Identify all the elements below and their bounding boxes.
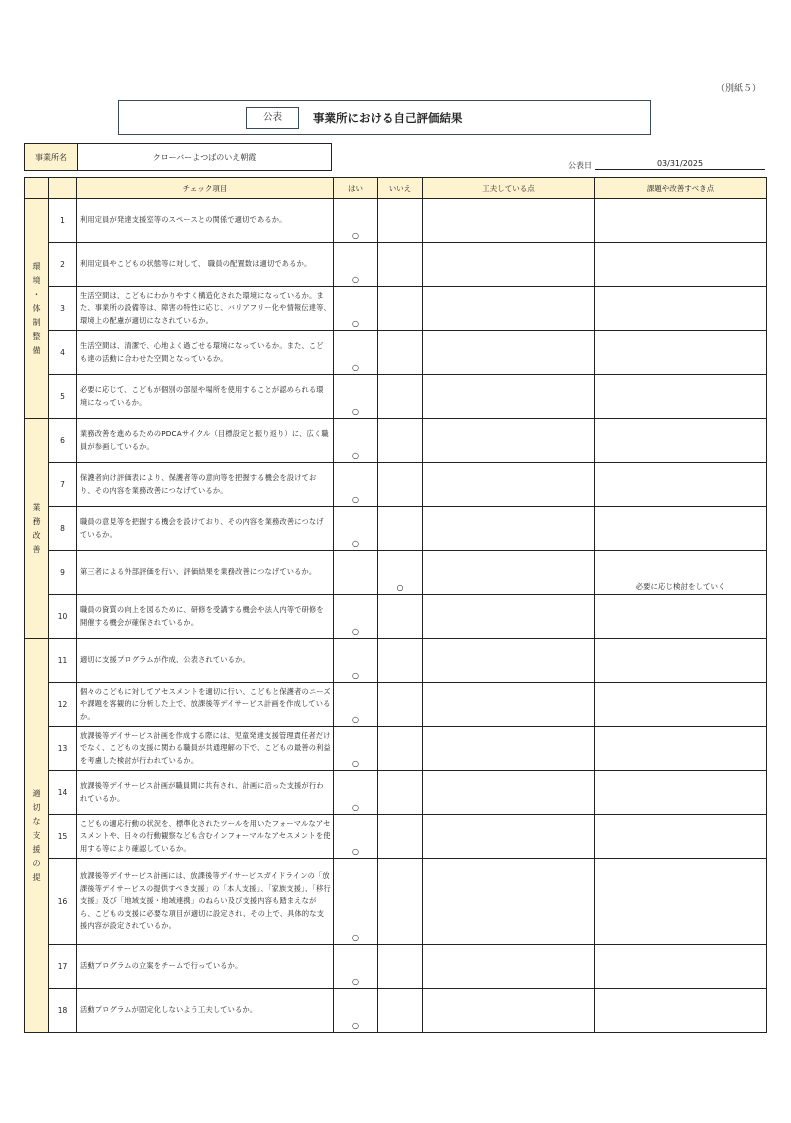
check-item-text: 生活空間は、こどもにわかりやすく構造化された環境になっているか。また、事業所の設備等は、障害の特性に応じ、バリアフリー化や情報伝達等、環境上の配慮が適切になされているか。 xyxy=(77,287,334,331)
answer-no-cell[interactable] xyxy=(378,551,423,595)
effort-cell[interactable] xyxy=(423,683,595,727)
check-item-text: 放課後等デイサービス計画が職員間に共有され、計画に沿った支援が行われているか。 xyxy=(77,771,334,815)
check-item-text: 活動プログラムが固定化しないよう工夫しているか。 xyxy=(77,989,334,1033)
table-row xyxy=(25,595,767,639)
answer-no-cell[interactable] xyxy=(378,243,423,287)
page-title: 事業所における自己評価結果 xyxy=(313,111,463,125)
answer-mark: ○ xyxy=(352,715,359,724)
table-row xyxy=(25,419,767,463)
check-item-text: 第三者による外部評価を行い、評価結果を業務改善につなげているか。 xyxy=(77,551,334,595)
facility-label: 事業所名 xyxy=(25,144,78,170)
item-number: 4 xyxy=(49,331,77,375)
effort-cell[interactable] xyxy=(423,639,595,683)
effort-cell[interactable] xyxy=(423,989,595,1033)
improve-cell[interactable] xyxy=(595,859,767,945)
category-label: 適 切 な 支 援 の 提 xyxy=(25,639,49,1033)
improve-cell[interactable] xyxy=(595,375,767,419)
answer-no-cell[interactable] xyxy=(378,287,423,331)
answer-mark: ○ xyxy=(396,583,404,592)
item-number: 13 xyxy=(49,727,77,771)
improve-cell[interactable] xyxy=(595,331,767,375)
improve-cell[interactable] xyxy=(595,989,767,1033)
header-no: いいえ xyxy=(378,178,423,199)
answer-no-cell[interactable] xyxy=(378,945,423,989)
table-header-row xyxy=(25,178,767,199)
item-number: 2 xyxy=(49,243,77,287)
header-category xyxy=(25,178,49,199)
publish-date-label: 公表日 xyxy=(568,161,592,170)
check-item-text: 利用定員やこどもの状態等に対して、 職員の配置数は適切であるか。 xyxy=(77,243,334,287)
table-row xyxy=(25,639,767,683)
answer-yes-cell[interactable] xyxy=(334,945,378,989)
header-number xyxy=(49,178,77,199)
check-item-text: 職員の資質の向上を図るために、研修を受講する機会や法人内等で研修を開催する機会が確保されているか。 xyxy=(77,595,334,639)
effort-cell[interactable] xyxy=(423,551,595,595)
answer-no-cell[interactable] xyxy=(378,375,423,419)
answer-yes-cell[interactable] xyxy=(334,287,378,331)
answer-no-cell[interactable] xyxy=(378,419,423,463)
self-evaluation-table xyxy=(24,177,767,1033)
answer-mark: ○ xyxy=(352,803,359,812)
improve-cell[interactable] xyxy=(595,639,767,683)
item-number: 6 xyxy=(49,419,77,463)
answer-yes-cell[interactable] xyxy=(334,771,378,815)
improve-cell[interactable] xyxy=(595,945,767,989)
answer-no-cell[interactable] xyxy=(378,463,423,507)
answer-yes-cell[interactable] xyxy=(334,727,378,771)
answer-mark: ○ xyxy=(352,847,359,856)
answer-yes-cell[interactable] xyxy=(334,639,378,683)
improve-cell[interactable] xyxy=(595,815,767,859)
effort-cell[interactable] xyxy=(423,199,595,243)
check-item-text: 必要に応じて、こどもが個別の部屋や場所を使用することが認められる環境になっているか。 xyxy=(77,375,334,419)
improve-cell[interactable] xyxy=(595,595,767,639)
answer-mark: ○ xyxy=(352,539,359,548)
item-number: 3 xyxy=(49,287,77,331)
effort-cell[interactable] xyxy=(423,859,595,945)
answer-yes-cell[interactable] xyxy=(334,683,378,727)
item-number: 1 xyxy=(49,199,77,243)
check-item-text: こどもの適応行動の状況を、標準化されたツールを用いたフォーマルなアセスメントや、日々の行動観察なども含むインフォーマルなアセスメントを使用する等により確認しているか。 xyxy=(77,815,334,859)
answer-no-cell[interactable] xyxy=(378,815,423,859)
title-box xyxy=(118,100,651,135)
attachment-label: （別紙５） xyxy=(715,84,761,94)
answer-yes-cell[interactable] xyxy=(334,815,378,859)
answer-no-cell[interactable] xyxy=(378,507,423,551)
improve-cell[interactable] xyxy=(595,419,767,463)
header-improve: 課題や改善すべき点 xyxy=(595,178,767,199)
improve-cell[interactable] xyxy=(595,551,767,595)
table-row xyxy=(25,463,767,507)
page-cut-mask xyxy=(24,1034,48,1044)
check-item-text: 業務改善を進めるためのPDCAサイクル（目標設定と振り返り）に、広く職員が参画しているか。 xyxy=(77,419,334,463)
publish-date-value: 03/31/2025 xyxy=(595,159,765,170)
facility-name: クローバーよつばのいえ朝霞 xyxy=(152,152,257,162)
answer-mark: ○ xyxy=(352,977,359,986)
answer-yes-cell[interactable] xyxy=(334,595,378,639)
item-number: 14 xyxy=(49,771,77,815)
item-number: 7 xyxy=(49,463,77,507)
effort-cell[interactable] xyxy=(423,419,595,463)
item-number: 18 xyxy=(49,989,77,1033)
answer-mark: ○ xyxy=(352,319,359,328)
answer-yes-cell[interactable] xyxy=(334,507,378,551)
item-number: 11 xyxy=(49,639,77,683)
improve-cell[interactable] xyxy=(595,243,767,287)
improve-note: 必要に応じ検討をしていく xyxy=(635,582,726,591)
publication-badge: 公表 xyxy=(246,107,299,129)
table-row xyxy=(25,375,767,419)
answer-yes-cell[interactable] xyxy=(334,243,378,287)
check-item-text: 保護者向け評価表により、保護者等の意向等を把握する機会を設けており、その内容を業務改善につなげているか。 xyxy=(77,463,334,507)
answer-yes-cell[interactable] xyxy=(334,989,378,1033)
category-label: 業 務 改 善 xyxy=(25,419,49,639)
effort-cell[interactable] xyxy=(423,945,595,989)
answer-no-cell[interactable] xyxy=(378,989,423,1033)
item-number: 5 xyxy=(49,375,77,419)
answer-yes-cell[interactable] xyxy=(334,551,378,595)
answer-no-cell[interactable] xyxy=(378,331,423,375)
item-number: 16 xyxy=(49,859,77,945)
table-row xyxy=(25,727,767,771)
effort-cell[interactable] xyxy=(423,463,595,507)
improve-cell[interactable] xyxy=(595,199,767,243)
effort-cell[interactable] xyxy=(423,375,595,419)
effort-cell[interactable] xyxy=(423,507,595,551)
table-row xyxy=(25,507,767,551)
answer-no-cell[interactable] xyxy=(378,859,423,945)
check-item-text: 放課後等デイサービス計画には、放課後等デイサービスガイドラインの「放課後等デイサービスの提供すべき支援」の「本人支援」、「家族支援」、「移行支援」及び「地域支援・地域連携」のねらい及び支援内容も踏まえながら、こどもの支援に必要な項目が適切に設定され、その上で、具体的な支援内容が設定されているか。 xyxy=(77,859,334,945)
improve-cell[interactable] xyxy=(595,771,767,815)
table-row xyxy=(25,683,767,727)
table-row xyxy=(25,945,767,989)
answer-no-cell[interactable] xyxy=(378,639,423,683)
effort-cell[interactable] xyxy=(423,331,595,375)
effort-cell[interactable] xyxy=(423,727,595,771)
table-row xyxy=(25,287,767,331)
table-row xyxy=(25,551,767,595)
table-row xyxy=(25,199,767,243)
improve-cell[interactable] xyxy=(595,727,767,771)
header-check-item: チェック項目 xyxy=(77,178,334,199)
improve-cell[interactable] xyxy=(595,463,767,507)
answer-yes-cell[interactable] xyxy=(334,859,378,945)
category-label: 環 境 ・ 体 制 整 備 xyxy=(25,199,49,419)
effort-cell[interactable] xyxy=(423,771,595,815)
header-yes: はい xyxy=(334,178,378,199)
answer-mark: ○ xyxy=(352,671,359,680)
table-row xyxy=(25,771,767,815)
answer-mark: ○ xyxy=(352,407,359,416)
effort-cell[interactable] xyxy=(423,243,595,287)
effort-cell[interactable] xyxy=(423,595,595,639)
table-row xyxy=(25,989,767,1033)
item-number: 12 xyxy=(49,683,77,727)
check-item-text: 適切に支援プログラムが作成、公表されているか。 xyxy=(77,639,334,683)
answer-no-cell[interactable] xyxy=(378,771,423,815)
check-item-text: 放課後等デイサービス計画を作成する際には、児童発達支援管理責任者だけでなく、こどもの支援に関わる職員が共通理解の下で、こどもの最善の利益を考慮した検討が行われているか。 xyxy=(77,727,334,771)
answer-mark: ○ xyxy=(352,933,359,942)
table-body xyxy=(25,199,767,1033)
answer-yes-cell[interactable] xyxy=(334,199,378,243)
table-row xyxy=(25,815,767,859)
answer-mark: ○ xyxy=(352,231,359,240)
answer-no-cell[interactable] xyxy=(378,199,423,243)
item-number: 9 xyxy=(49,551,77,595)
answer-yes-cell[interactable] xyxy=(334,331,378,375)
answer-mark: ○ xyxy=(352,275,359,284)
answer-mark: ○ xyxy=(352,1021,359,1030)
check-item-text: 利用定員が発達支援室等のスペースとの関係で適切であるか。 xyxy=(77,199,334,243)
facility-name-box xyxy=(24,143,332,171)
answer-mark: ○ xyxy=(352,451,359,460)
check-item-text: 生活空間は、清潔で、心地よく過ごせる環境になっているか。また、こども達の活動に合わせた空間となっているか。 xyxy=(77,331,334,375)
table-row xyxy=(25,243,767,287)
item-number: 10 xyxy=(49,595,77,639)
item-number: 15 xyxy=(49,815,77,859)
answer-mark: ○ xyxy=(352,495,359,504)
answer-yes-cell[interactable] xyxy=(334,375,378,419)
answer-yes-cell[interactable] xyxy=(334,419,378,463)
improve-cell[interactable] xyxy=(595,287,767,331)
table-row xyxy=(25,331,767,375)
answer-mark: ○ xyxy=(352,363,359,372)
answer-no-cell[interactable] xyxy=(378,683,423,727)
check-item-text: 個々のこどもに対してアセスメントを適切に行い、こどもと保護者のニーズや課題を客観的に分析した上で、放課後等デイサービス計画を作成しているか。 xyxy=(77,683,334,727)
answer-no-cell[interactable] xyxy=(378,595,423,639)
answer-mark: ○ xyxy=(352,759,359,768)
effort-cell[interactable] xyxy=(423,815,595,859)
answer-no-cell[interactable] xyxy=(378,727,423,771)
check-item-text: 職員の意見等を把握する機会を設けており、その内容を業務改善につなげているか。 xyxy=(77,507,334,551)
item-number: 17 xyxy=(49,945,77,989)
effort-cell[interactable] xyxy=(423,287,595,331)
answer-yes-cell[interactable] xyxy=(334,463,378,507)
improve-cell[interactable] xyxy=(595,683,767,727)
table-row xyxy=(25,859,767,945)
item-number: 8 xyxy=(49,507,77,551)
check-item-text: 活動プログラムの立案をチームで行っているか。 xyxy=(77,945,334,989)
improve-cell[interactable] xyxy=(595,507,767,551)
header-effort: 工夫している点 xyxy=(423,178,595,199)
answer-mark: ○ xyxy=(352,627,359,636)
